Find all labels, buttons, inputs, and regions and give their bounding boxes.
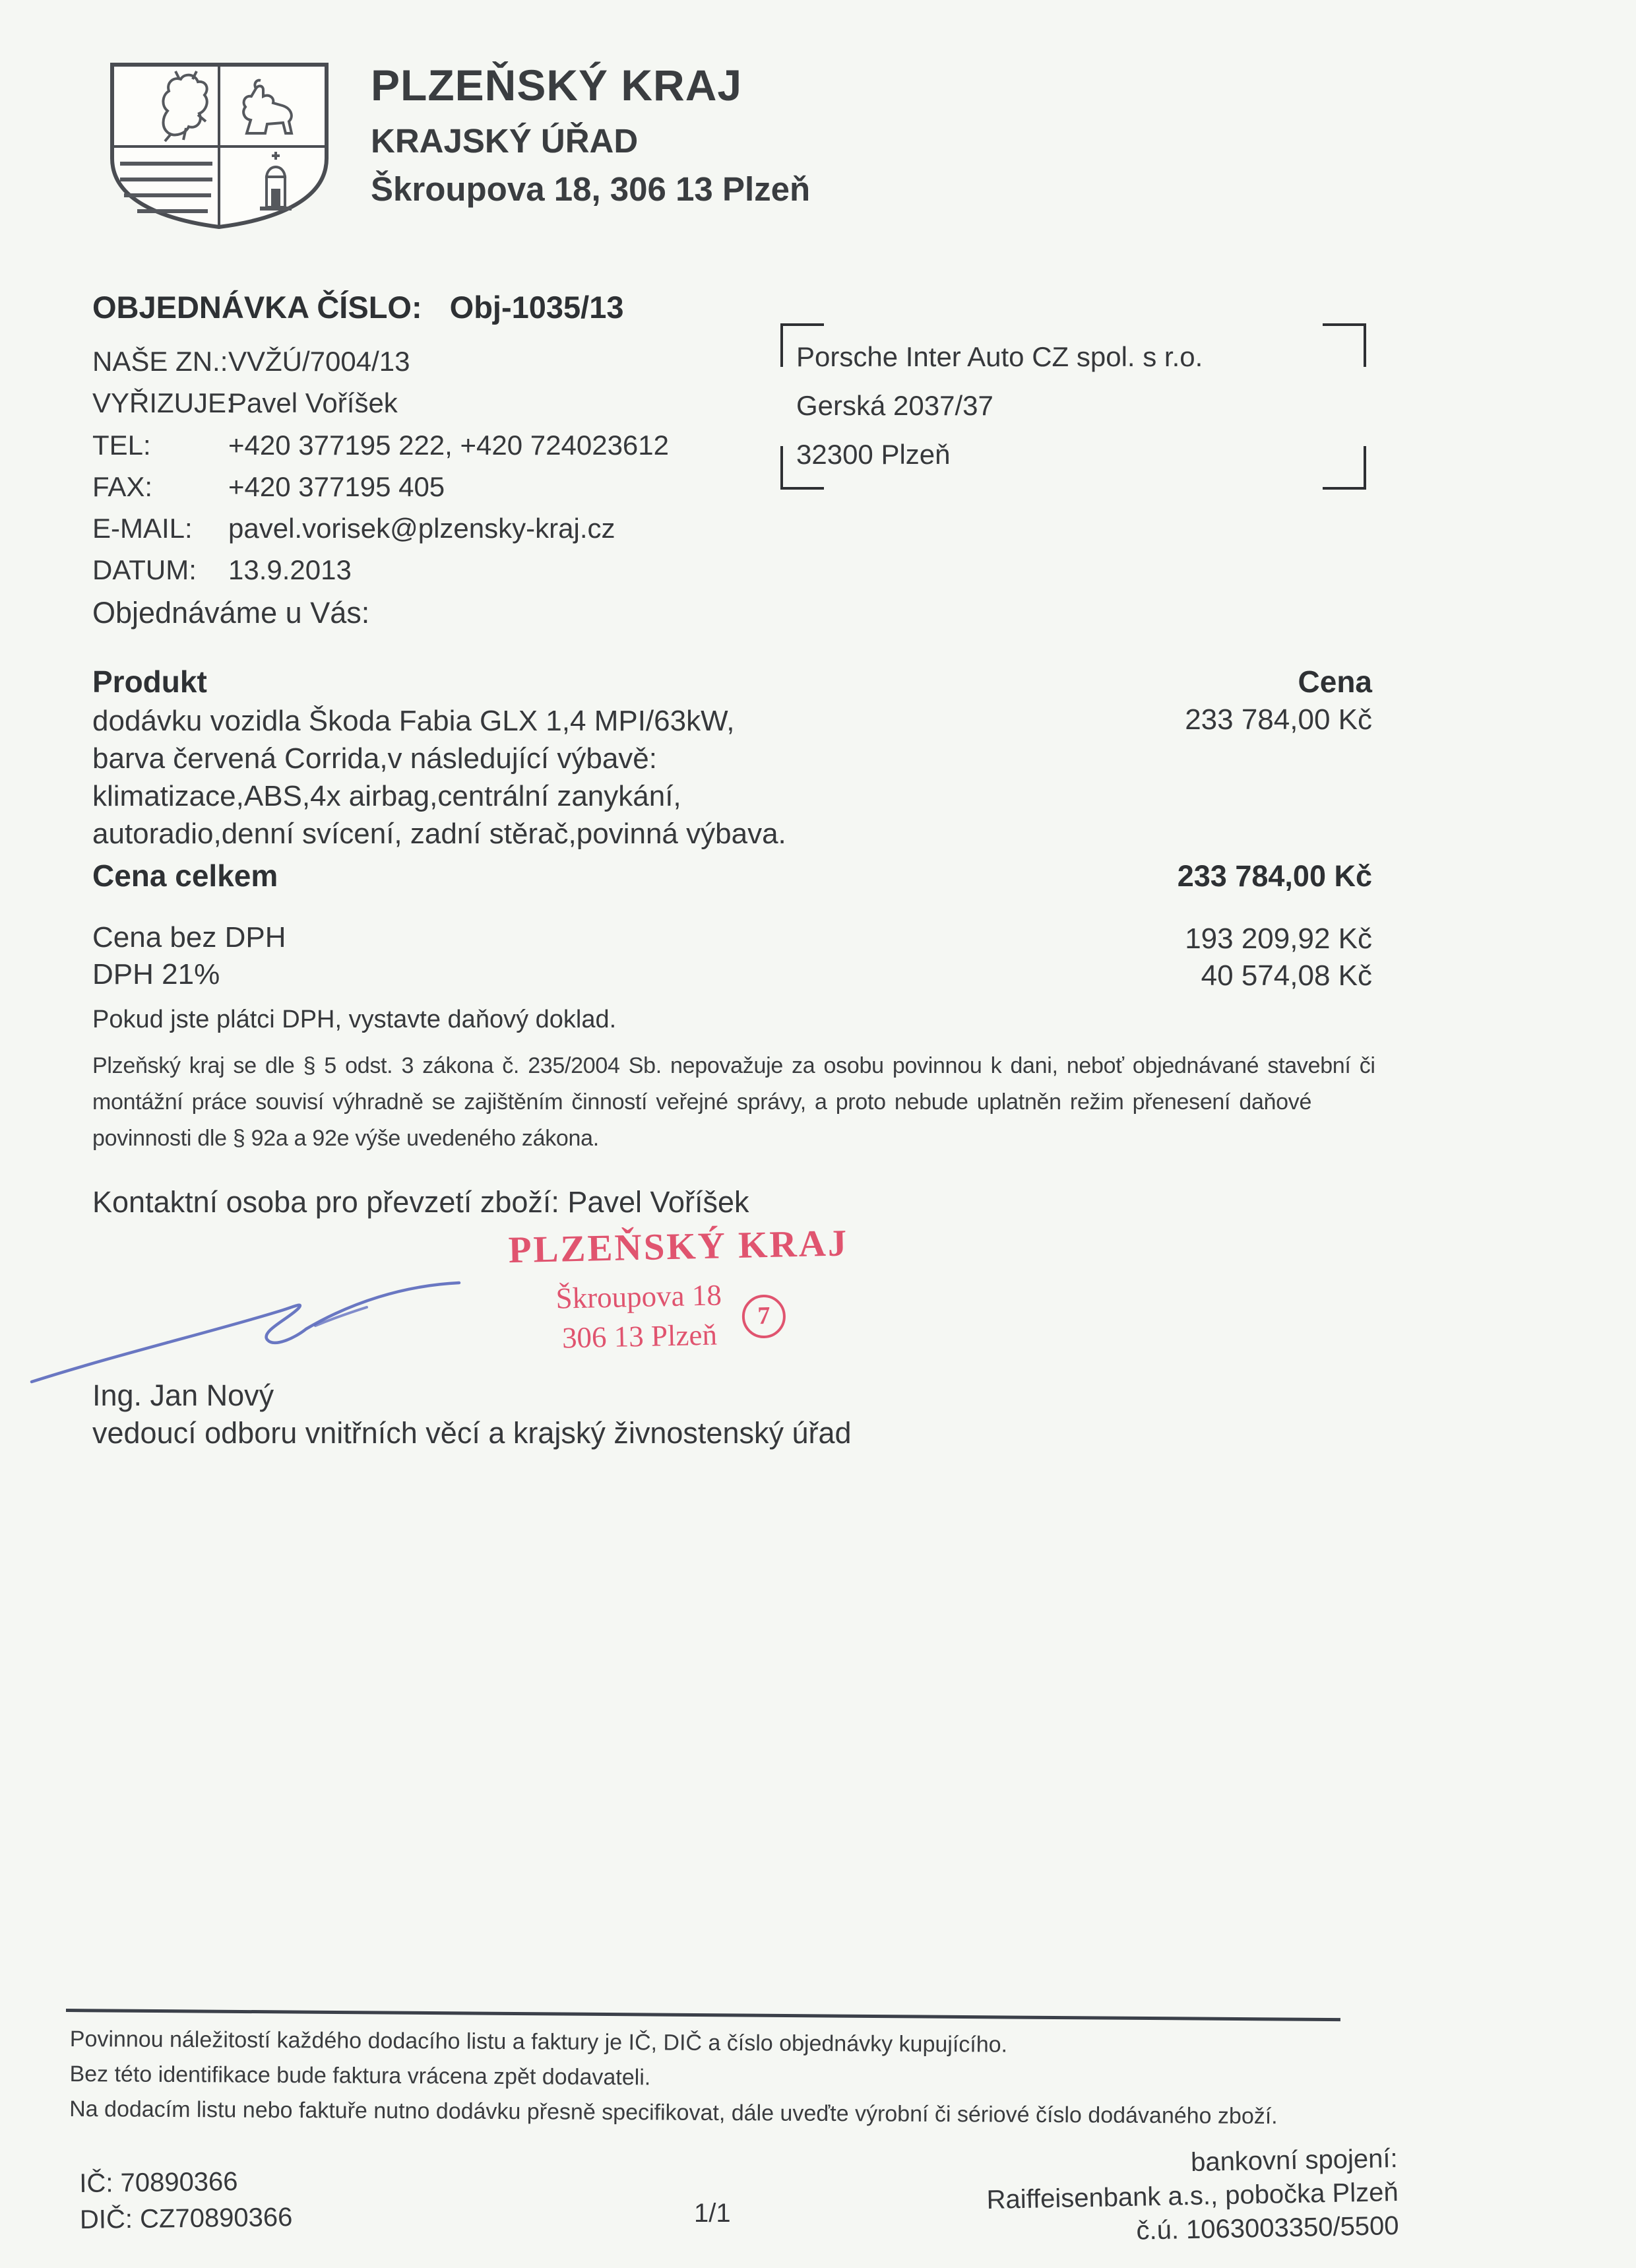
order-number	[92, 289, 624, 325]
total-label: Cena celkem	[92, 859, 278, 893]
product-price: 233 784,00 Kč	[1185, 703, 1372, 736]
page-number: 1/1	[694, 2199, 731, 2228]
meta-row	[92, 554, 669, 586]
price-row-label: DPH 21%	[92, 958, 220, 990]
legal-paragraph	[92, 1048, 1375, 1157]
crop-mark-bottom-right	[1323, 446, 1366, 490]
footer-note: Povinnou náležitostí každého dodacího listu a faktury je IČ, DIČ a číslo objednávky kupujícího.	[69, 2026, 1008, 2057]
letterhead	[371, 63, 810, 206]
footer-note: Bez této identifikace bude faktura vrácena zpět dodavateli.	[69, 2061, 651, 2090]
footer-divider	[66, 2009, 1340, 2021]
stamp-org-name: PLZEŇSKÝ KRAJ	[508, 1222, 849, 1272]
recipient-line: 32300 Plzeň	[796, 439, 951, 470]
official-stamp	[508, 1222, 849, 1356]
order-meta	[92, 346, 669, 597]
recipient-lines	[796, 333, 1203, 479]
total-price: 233 784,00 Kč	[1177, 859, 1372, 893]
legal-line: Plzeňský kraj se dle § 5 odst. 3 zákona č. 235/2004 Sb. nepovažuje za osobu povinnou k dani, neboť objednávané stavební či	[92, 1053, 1375, 1078]
meta-value: +420 377195 222, +420 724023612	[228, 429, 670, 461]
meta-value: Pavel Voříšek	[228, 387, 398, 419]
meta-label: VYŘIZUJE:	[92, 387, 234, 419]
stamp-street: Škroupova 18	[555, 1278, 722, 1315]
meta-row	[92, 346, 669, 377]
vat-note: Pokud jste plátci DPH, vystavte daňový doklad.	[92, 1006, 617, 1033]
company-ids	[79, 2163, 293, 2238]
bank-line: bankovní spojení:	[1190, 2143, 1398, 2178]
bank-line: č.ú. 1063003350/5500	[1135, 2211, 1399, 2246]
coat-of-arms-logo	[106, 59, 333, 234]
footer-note: Na dodacím listu nebo faktuře nutno dodávku přesně specifikovat, dále uveďte výrobní či sériové číslo dodávaného zboží.	[69, 2096, 1278, 2129]
recipient-line: Porsche Inter Auto CZ spol. s r.o.	[796, 341, 1203, 372]
meta-value: pavel.vorisek@plzensky-kraj.cz	[228, 513, 615, 544]
stamp-number-badge: 7	[741, 1294, 786, 1338]
meta-label: TEL:	[92, 429, 151, 461]
meta-value: 13.9.2013	[228, 554, 352, 586]
product-column-header: Produkt	[92, 664, 207, 699]
org-office: KRAJSKÝ ÚŘAD	[371, 122, 639, 160]
org-name: PLZEŇSKÝ KRAJ	[371, 61, 743, 110]
product-line: autoradio,denní svícení, zadní stěrač,povinná výbava.	[92, 818, 786, 850]
bank-details	[986, 2142, 1399, 2251]
footer-notes	[69, 2022, 1278, 2134]
intro-line: Objednáváme u Vás:	[92, 596, 370, 630]
price-row-value: 193 209,92 Kč	[1185, 923, 1372, 955]
footer-dic: DIČ: CZ70890366	[79, 2203, 293, 2234]
product-description	[92, 702, 786, 853]
legal-line: montážní práce souvisí výhradně se zajištěním činností veřejné správy, a proto nebude uplatněn režim přenesení daňové	[92, 1089, 1312, 1115]
org-address: Škroupova 18, 306 13 Plzeň	[371, 170, 811, 208]
product-line: klimatizace,ABS,4x airbag,centrální zanykání,	[92, 780, 681, 812]
meta-row	[92, 513, 669, 544]
price-row-value: 40 574,08 Kč	[1201, 959, 1372, 992]
meta-label: E-MAIL:	[92, 513, 193, 544]
footer-ic: IČ: 70890366	[79, 2167, 238, 2198]
crop-mark-top-right	[1323, 323, 1366, 367]
signer-name: Ing. Jan Nový	[92, 1378, 274, 1412]
signer-block	[92, 1377, 852, 1452]
meta-label: NAŠE ZN.:	[92, 346, 228, 377]
bank-line: Raiffeisenbank a.s., pobočka Plzeň	[986, 2177, 1399, 2215]
recipient-line: Gerská 2037/37	[796, 390, 993, 421]
price-row-label: Cena bez DPH	[92, 921, 286, 954]
meta-label: FAX:	[92, 470, 153, 502]
signer-title: vedoucí odboru vnitřních věcí a krajský živnostenský úřad	[92, 1416, 852, 1450]
contact-person-line: Kontaktní osoba pro převzetí zboží: Pavel Voříšek	[92, 1185, 749, 1219]
stamp-city: 306 13 Plzeň	[561, 1318, 718, 1355]
recipient-address-block	[780, 323, 1366, 490]
order-number-label: OBJEDNÁVKA ČÍSLO:	[92, 290, 422, 325]
meta-value: VVŽÚ/7004/13	[228, 346, 410, 377]
price-column-header: Cena	[1298, 664, 1372, 699]
product-line: barva červená Corrida,v následující výbavě:	[92, 742, 657, 775]
product-line: dodávku vozidla Škoda Fabia GLX 1,4 MPI/63kW,	[92, 705, 735, 737]
meta-value: +420 377195 405	[228, 470, 445, 502]
meta-row	[92, 430, 669, 461]
meta-row	[92, 471, 669, 503]
legal-line: povinnosti dle § 92a a 92e výše uvedeného zákona.	[92, 1126, 599, 1151]
signature-scribble	[26, 1275, 482, 1390]
order-number-value: Obj-1035/13	[449, 290, 624, 325]
meta-row	[92, 387, 669, 419]
meta-label: DATUM:	[92, 554, 197, 586]
